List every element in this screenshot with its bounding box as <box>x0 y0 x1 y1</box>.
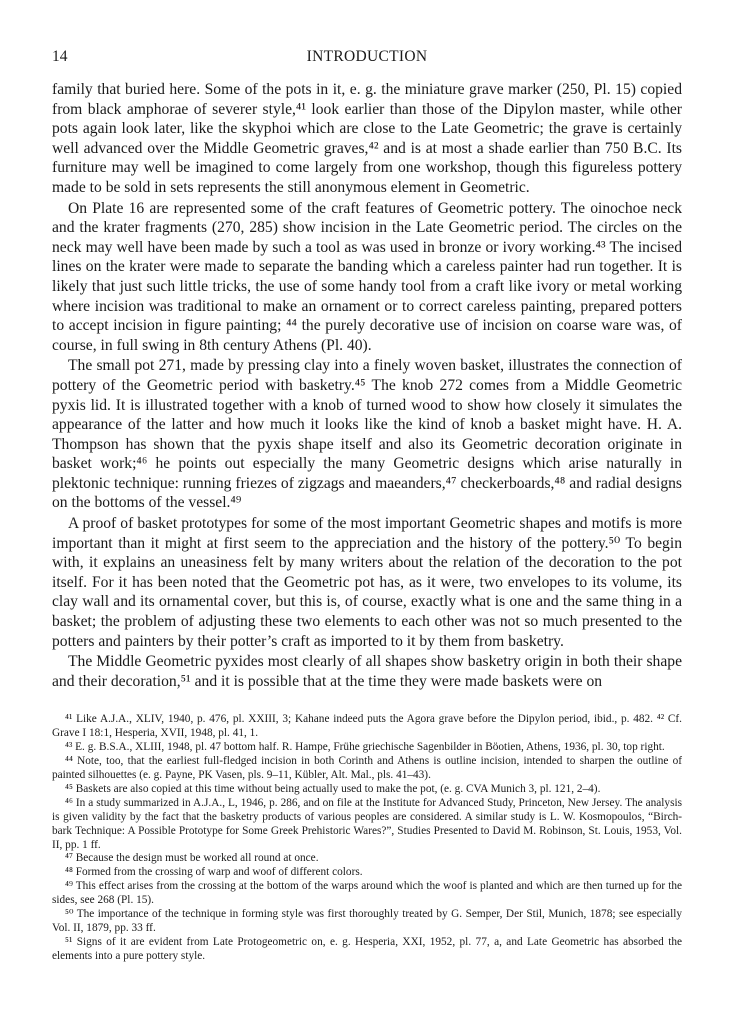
footnote-43: ⁴³ E. g. B.S.A., XLIII, 1948, pl. 47 bottom half. R. Hampe, Frühe griechische Sagenbilder in Böotien, Athens, 1936, pl. 30, top right. <box>65 741 665 754</box>
running-title: INTRODUCTION <box>306 48 428 65</box>
paragraph-4: A proof of basket prototypes for some of the most important Geometric shapes and motifs is more important than it might at first seem to the appreciation and the history of the pottery.⁵⁰ To begin with, it explains an uneasiness felt by many writers about the relation of the decoration to the pot itself. For it has been noted that the Geometric pot has, as it were, two envelopes to its volume, its clay wall and its ornamental cover, but this is, of course, exactly what is one and the same thing in a basket; the problem of adjusting these two elements to each other was not so much presented to the potters and painters by their potter’s craft as imported to it by them from basketry. <box>52 515 682 650</box>
footnote-50: ⁵⁰ The importance of the technique in forming style was first thoroughly treated by G. Semper, Der Stil, Munich, 1878; see especially Vol. II, 1879, pp. 33 ff. <box>52 908 682 934</box>
page-number: 14 <box>52 48 68 65</box>
paragraph-2: On Plate 16 are represented some of the craft features of Geometric pottery. The oinochoe neck and the krater fragments (270, 285) show incision in the Late Geometric period. The circles on the neck may well have been made by such a tool as was used in bronze or ivory working.⁴³ The incised lines on the krater were made to separate the banding which a careless painter had run together. It is likely that just such little tricks, the use of some handy tool from a craft like ivory or metal working where incision was traditional to make an ornament or to correct careless painting, prepared potters to accept incision in figure painting; ⁴⁴ the purely decorative use of incision on coarse ware was, of course, in full swing in 8th century Athens (Pl. 40). <box>52 199 682 354</box>
body-text <box>52 80 682 691</box>
footnotes <box>52 713 682 963</box>
footnote-49: ⁴⁹ This effect arises from the crossing at the bottom of the warps around which the woof is planted and which are then turned up for the sides, see 268 (Pl. 15). <box>52 880 682 907</box>
footnote-45: ⁴⁵ Baskets are also copied at this time without being actually used to make the pot, (e. g. CVA Munich 3, pl. 121, 2–4). <box>65 782 601 795</box>
footnote-44: ⁴⁴ Note, too, that the earliest full-fledged incision in both Corinth and Athens is outline incision, intended to sharpen the outline of painted silhouettes (e. g. Payne, PK Vasen, pls. 9–11, Kübler, Alt. Mal., pls. 41–43). <box>52 755 682 782</box>
paragraph-5: The Middle Geometric pyxides most clearly of all shapes show basketry origin in both their shape and their decoration,⁵¹ and it is possible that at the time they were made baskets were on <box>52 653 682 690</box>
paragraph-3: The small pot 271, made by pressing clay into a finely woven basket, illustrates the connection of pottery of the Geometric period with basketry.⁴⁵ The knob 272 comes from a Middle Geometric pyxis lid. It is illustrated together with a knob of turned wood to show how closely it simulates the appearance of the latter and how much it looks like the kind of knob a basket might have. H. A. Thompson has shown that the pyxis shape itself and also its Geometric decoration originate in basket work;⁴⁶ he points out especially the many Geometric designs which arise naturally in plektonic technique: running friezes of zigzags and maeanders,⁴⁷ checkerboards,⁴⁸ and radial designs on the bottoms of the vessel.⁴⁹ <box>52 357 682 512</box>
footnote-47: ⁴⁷ Because the design must be worked all round at once. <box>65 852 319 865</box>
page <box>52 48 682 964</box>
paragraph-1: family that buried here. Some of the pots in it, e. g. the miniature grave marker (250, Pl. 15) copied from black amphorae of severer style,⁴¹ look earlier than those of the Dipylon master, while other pots again look later, like the skyphoi which are close to the Late Geometric; the grave is certainly well advanced over the Middle Geometric graves,⁴² and is at most a shade earlier than 750 B.C. Its furniture may well be imagined to come largely from one workshop, though this figureless pottery made to be sold in sets represents the still anonymous element in Geometric. <box>52 81 682 196</box>
footnote-48: ⁴⁸ Formed from the crossing of warp and woof of different colors. <box>65 866 363 879</box>
page-header <box>52 48 682 72</box>
footnote-46: ⁴⁶ In a study summarized in A.J.A., L, 1946, p. 286, and on file at the Institute for Advanced Study, Princeton, New Jersey. The analysis is given validity by the fact that the basketry products of various peoples are considered. A similar study is L. W. Kosmopoulos, “Birch-bark Technique: A Possible Prototype for Some Greek Prehistoric Wares?”, Studies Presented to David M. Robinson, St. Louis, 1953, Vol. II, pp. 1 ff. <box>52 796 682 851</box>
footnote-51: ⁵¹ Signs of it are evident from Late Protogeometric on, e. g. Hesperia, XXI, 1952, pl. 77, a, and Late Geometric has absorbed the elements into a pure pottery style. <box>52 935 682 962</box>
footnote-41-42: ⁴¹ Like A.J.A., XLIV, 1940, p. 476, pl. XXIII, 3; Kahane indeed puts the Agora grave before the Dipylon period, ibid., p. 482. ⁴² Cf. Grave I 18:1, Hesperia, XVII, 1948, pl. 41, 1. <box>52 713 682 740</box>
